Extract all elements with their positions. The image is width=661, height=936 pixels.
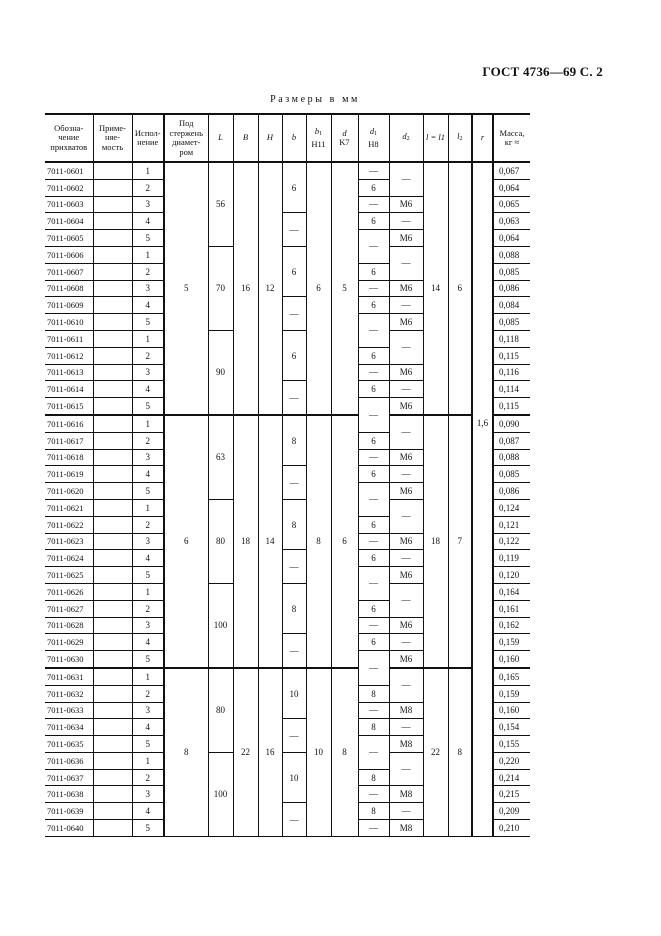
applicability-cell: [93, 820, 132, 837]
applicability-cell: [93, 280, 132, 297]
d2-cell: —: [389, 466, 423, 483]
designation-cell: 7011-0609: [45, 297, 93, 314]
d2-cell: —: [389, 668, 423, 702]
designation-cell: 7011-0603: [45, 196, 93, 213]
standard-designation: ГОСТ 4736—69 С. 2: [482, 64, 603, 79]
d1-cell: 6: [358, 432, 389, 449]
designation-cell: 7011-0613: [45, 364, 93, 381]
execution-cell: 4: [132, 550, 164, 567]
d1-cell: —: [358, 449, 389, 466]
B-cell: 16: [233, 162, 258, 415]
d-cell: 6: [331, 415, 358, 668]
execution-cell: 5: [132, 483, 164, 500]
l2-cell: 6: [448, 162, 472, 415]
applicability-cell: [93, 567, 132, 584]
L-cell: 90: [208, 330, 233, 414]
mass-cell: 0,162: [493, 617, 530, 634]
mass-cell: 0,161: [493, 600, 530, 617]
d1-cell: 6: [358, 347, 389, 364]
designation-cell: 7011-0607: [45, 263, 93, 280]
d1-cell: 8: [358, 685, 389, 702]
designation-cell: 7011-0602: [45, 179, 93, 196]
b-cell: —: [282, 550, 306, 584]
designation-cell: 7011-0621: [45, 499, 93, 516]
d2-cell: M6: [389, 280, 423, 297]
mass-cell: 0,115: [493, 347, 530, 364]
d2-cell: M6: [389, 196, 423, 213]
d2-cell: M6: [389, 567, 423, 584]
execution-cell: 2: [132, 432, 164, 449]
mass-cell: 0,116: [493, 364, 530, 381]
mass-cell: 0,085: [493, 314, 530, 331]
b-cell: —: [282, 297, 306, 331]
column-header: $l_2$: [448, 114, 472, 162]
b-cell: 6: [282, 330, 306, 380]
mass-cell: 0,159: [493, 685, 530, 702]
mass-cell: 0,155: [493, 736, 530, 753]
mass-cell: 0,215: [493, 786, 530, 803]
designation-cell: 7011-0634: [45, 719, 93, 736]
execution-cell: 4: [132, 803, 164, 820]
d1-cell: —: [358, 736, 389, 770]
d2-cell: —: [389, 719, 423, 736]
execution-cell: 3: [132, 280, 164, 297]
mass-cell: 0,115: [493, 398, 530, 415]
designation-cell: 7011-0633: [45, 702, 93, 719]
l2-cell: 7: [448, 415, 472, 668]
execution-cell: 3: [132, 364, 164, 381]
d2-cell: —: [389, 499, 423, 533]
b-cell: —: [282, 719, 306, 753]
d1-cell: —: [358, 162, 389, 179]
b-cell: 6: [282, 246, 306, 296]
applicability-cell: [93, 516, 132, 533]
d1-cell: —: [358, 567, 389, 601]
d2-cell: M8: [389, 820, 423, 837]
d-cell: 8: [331, 668, 358, 836]
mass-cell: 0,087: [493, 432, 530, 449]
mass-cell: 0,086: [493, 280, 530, 297]
d-cell: 5: [331, 162, 358, 415]
mass-cell: 0,165: [493, 668, 530, 685]
mass-cell: 0,088: [493, 246, 530, 263]
designation-cell: 7011-0622: [45, 516, 93, 533]
mass-cell: 0,121: [493, 516, 530, 533]
applicability-cell: [93, 213, 132, 230]
designation-cell: 7011-0610: [45, 314, 93, 331]
mass-cell: 0,120: [493, 567, 530, 584]
designation-cell: 7011-0636: [45, 752, 93, 769]
d1-cell: —: [358, 820, 389, 837]
d1-cell: —: [358, 786, 389, 803]
b1-cell: 8: [306, 415, 331, 668]
designation-cell: 7011-0635: [45, 736, 93, 753]
H-cell: 16: [258, 668, 282, 836]
execution-cell: 2: [132, 179, 164, 196]
d1-cell: —: [358, 617, 389, 634]
designation-cell: 7011-0623: [45, 533, 93, 550]
designation-cell: 7011-0615: [45, 398, 93, 415]
rod-diameter-cell: 6: [164, 415, 208, 668]
execution-cell: 5: [132, 567, 164, 584]
mass-cell: 0,210: [493, 820, 530, 837]
d1-cell: —: [358, 651, 389, 686]
column-header: B: [233, 114, 258, 162]
L-cell: 80: [208, 499, 233, 583]
d2-cell: M6: [389, 230, 423, 247]
applicability-cell: [93, 769, 132, 786]
execution-cell: 1: [132, 752, 164, 769]
d2-cell: M8: [389, 736, 423, 753]
execution-cell: 3: [132, 617, 164, 634]
d1-cell: —: [358, 364, 389, 381]
applicability-cell: [93, 668, 132, 685]
d1-cell: —: [358, 196, 389, 213]
d1-cell: 6: [358, 381, 389, 398]
designation-cell: 7011-0614: [45, 381, 93, 398]
applicability-cell: [93, 381, 132, 398]
d1-cell: 6: [358, 550, 389, 567]
d2-cell: —: [389, 246, 423, 280]
designation-cell: 7011-0611: [45, 330, 93, 347]
applicability-cell: [93, 483, 132, 500]
d2-cell: —: [389, 415, 423, 449]
mass-cell: 0,214: [493, 769, 530, 786]
designation-cell: 7011-0626: [45, 583, 93, 600]
d1-cell: 8: [358, 769, 389, 786]
mass-cell: 0,209: [493, 803, 530, 820]
execution-cell: 1: [132, 668, 164, 685]
designation-cell: 7011-0638: [45, 786, 93, 803]
applicability-cell: [93, 786, 132, 803]
d1-cell: —: [358, 483, 389, 517]
L-cell: 100: [208, 752, 233, 836]
execution-cell: 4: [132, 381, 164, 398]
column-header: d K7: [331, 114, 358, 162]
designation-cell: 7011-0604: [45, 213, 93, 230]
applicability-cell: [93, 752, 132, 769]
b-cell: 8: [282, 583, 306, 633]
b-cell: 8: [282, 415, 306, 466]
mass-cell: 0,154: [493, 719, 530, 736]
b1-cell: 6: [306, 162, 331, 415]
mass-cell: 0,064: [493, 230, 530, 247]
b-cell: —: [282, 803, 306, 837]
mass-cell: 0,063: [493, 213, 530, 230]
designation-cell: 7011-0625: [45, 567, 93, 584]
applicability-cell: [93, 651, 132, 668]
applicability-cell: [93, 162, 132, 179]
execution-cell: 3: [132, 449, 164, 466]
applicability-cell: [93, 263, 132, 280]
designation-cell: 7011-0630: [45, 651, 93, 668]
designation-cell: 7011-0624: [45, 550, 93, 567]
mass-cell: 0,086: [493, 483, 530, 500]
execution-cell: 3: [132, 702, 164, 719]
column-header: Обозна- чение прихватов: [45, 114, 93, 162]
table-row: [45, 668, 530, 685]
execution-cell: 1: [132, 499, 164, 516]
execution-cell: 5: [132, 230, 164, 247]
d2-cell: M8: [389, 702, 423, 719]
d1-cell: 6: [358, 179, 389, 196]
d2-cell: M6: [389, 617, 423, 634]
d1-cell: 8: [358, 803, 389, 820]
d1-cell: 8: [358, 719, 389, 736]
d2-cell: —: [389, 297, 423, 314]
d1-cell: —: [358, 702, 389, 719]
mass-cell: 0,119: [493, 550, 530, 567]
execution-cell: 4: [132, 466, 164, 483]
b-cell: —: [282, 213, 306, 247]
d1-cell: 6: [358, 213, 389, 230]
L-cell: 70: [208, 246, 233, 330]
execution-cell: 4: [132, 213, 164, 230]
B-cell: 22: [233, 668, 258, 836]
mass-cell: 0,160: [493, 651, 530, 668]
mass-cell: 0,084: [493, 297, 530, 314]
l-cell: 18: [423, 415, 448, 668]
designation-cell: 7011-0639: [45, 803, 93, 820]
execution-cell: 1: [132, 246, 164, 263]
L-cell: 56: [208, 162, 233, 246]
applicability-cell: [93, 449, 132, 466]
d1-cell: —: [358, 314, 389, 348]
table-header-row: [45, 114, 530, 162]
execution-cell: 5: [132, 736, 164, 753]
b-cell: —: [282, 634, 306, 668]
b-cell: 10: [282, 668, 306, 719]
designation-cell: 7011-0616: [45, 415, 93, 432]
H-cell: 12: [258, 162, 282, 415]
applicability-cell: [93, 196, 132, 213]
b-cell: 6: [282, 162, 306, 213]
designation-cell: 7011-0627: [45, 600, 93, 617]
designation-cell: 7011-0608: [45, 280, 93, 297]
L-cell: 80: [208, 668, 233, 752]
execution-cell: 4: [132, 634, 164, 651]
mass-cell: 0,067: [493, 162, 530, 179]
l-cell: 22: [423, 668, 448, 836]
execution-cell: 2: [132, 347, 164, 364]
b-cell: 10: [282, 752, 306, 802]
applicability-cell: [93, 466, 132, 483]
d2-cell: —: [389, 162, 423, 196]
mass-cell: 0,124: [493, 499, 530, 516]
applicability-cell: [93, 617, 132, 634]
mass-cell: 0,064: [493, 179, 530, 196]
d2-cell: —: [389, 803, 423, 820]
execution-cell: 2: [132, 600, 164, 617]
d2-cell: —: [389, 550, 423, 567]
execution-cell: 2: [132, 685, 164, 702]
d1-cell: 6: [358, 634, 389, 651]
r-cell: 1,6: [472, 162, 493, 836]
d2-cell: M6: [389, 364, 423, 381]
applicability-cell: [93, 364, 132, 381]
designation-cell: 7011-0605: [45, 230, 93, 247]
applicability-cell: [93, 314, 132, 331]
L-cell: 63: [208, 415, 233, 499]
designation-cell: 7011-0606: [45, 246, 93, 263]
designation-cell: 7011-0619: [45, 466, 93, 483]
mass-cell: 0,159: [493, 634, 530, 651]
designation-cell: 7011-0601: [45, 162, 93, 179]
execution-cell: 2: [132, 516, 164, 533]
d1-cell: 6: [358, 516, 389, 533]
column-header: r: [472, 114, 493, 162]
applicability-cell: [93, 398, 132, 415]
execution-cell: 1: [132, 583, 164, 600]
d1-cell: —: [358, 230, 389, 264]
d2-cell: —: [389, 752, 423, 786]
designation-cell: 7011-0618: [45, 449, 93, 466]
applicability-cell: [93, 600, 132, 617]
applicability-cell: [93, 297, 132, 314]
rod-diameter-cell: 8: [164, 668, 208, 836]
column-header: $d_1$ H8: [358, 114, 389, 162]
mass-cell: 0,160: [493, 702, 530, 719]
applicability-cell: [93, 719, 132, 736]
execution-cell: 3: [132, 786, 164, 803]
b-cell: —: [282, 466, 306, 500]
designation-cell: 7011-0612: [45, 347, 93, 364]
column-header: Масса, кг ≈: [493, 114, 530, 162]
designation-cell: 7011-0617: [45, 432, 93, 449]
d2-cell: M6: [389, 398, 423, 415]
applicability-cell: [93, 550, 132, 567]
mass-cell: 0,088: [493, 449, 530, 466]
b-cell: —: [282, 381, 306, 415]
designation-cell: 7011-0629: [45, 634, 93, 651]
applicability-cell: [93, 347, 132, 364]
d1-cell: —: [358, 280, 389, 297]
execution-cell: 3: [132, 196, 164, 213]
mass-cell: 0,085: [493, 263, 530, 280]
L-cell: 100: [208, 583, 233, 667]
applicability-cell: [93, 583, 132, 600]
applicability-cell: [93, 415, 132, 432]
b1-cell: 10: [306, 668, 331, 836]
applicability-cell: [93, 736, 132, 753]
column-header: H: [258, 114, 282, 162]
B-cell: 18: [233, 415, 258, 668]
d1-cell: 6: [358, 466, 389, 483]
d2-cell: —: [389, 634, 423, 651]
mass-cell: 0,114: [493, 381, 530, 398]
l-cell: 14: [423, 162, 448, 415]
mass-cell: 0,085: [493, 466, 530, 483]
b-cell: 8: [282, 499, 306, 549]
d2-cell: —: [389, 330, 423, 364]
table-row: [45, 162, 530, 179]
column-header: $b_1$ H11: [306, 114, 331, 162]
d2-cell: M6: [389, 314, 423, 331]
d2-cell: —: [389, 583, 423, 617]
execution-cell: 1: [132, 330, 164, 347]
execution-cell: 1: [132, 162, 164, 179]
d2-cell: M8: [389, 786, 423, 803]
l2-cell: 8: [448, 668, 472, 836]
mass-cell: 0,090: [493, 415, 530, 432]
d2-cell: —: [389, 213, 423, 230]
mass-cell: 0,122: [493, 533, 530, 550]
applicability-cell: [93, 230, 132, 247]
execution-cell: 5: [132, 314, 164, 331]
column-header: L: [208, 114, 233, 162]
mass-cell: 0,220: [493, 752, 530, 769]
d2-cell: —: [389, 381, 423, 398]
applicability-cell: [93, 702, 132, 719]
designation-cell: 7011-0620: [45, 483, 93, 500]
execution-cell: 5: [132, 820, 164, 837]
table-row: [45, 415, 530, 432]
applicability-cell: [93, 179, 132, 196]
designation-cell: 7011-0640: [45, 820, 93, 837]
column-header: b: [282, 114, 306, 162]
execution-cell: 4: [132, 719, 164, 736]
d2-cell: M6: [389, 533, 423, 550]
mass-cell: 0,065: [493, 196, 530, 213]
mass-cell: 0,118: [493, 330, 530, 347]
H-cell: 14: [258, 415, 282, 668]
rod-diameter-cell: 5: [164, 162, 208, 415]
units-caption: Размеры в мм: [270, 94, 360, 105]
applicability-cell: [93, 685, 132, 702]
applicability-cell: [93, 634, 132, 651]
designation-cell: 7011-0631: [45, 668, 93, 685]
column-header: l = l1: [423, 114, 448, 162]
applicability-cell: [93, 803, 132, 820]
execution-cell: 5: [132, 651, 164, 668]
designation-cell: 7011-0637: [45, 769, 93, 786]
column-header: Испол- нение: [132, 114, 164, 162]
d1-cell: —: [358, 398, 389, 433]
mass-cell: 0,164: [493, 583, 530, 600]
execution-cell: 1: [132, 415, 164, 432]
d2-cell: M6: [389, 651, 423, 668]
d1-cell: 6: [358, 263, 389, 280]
d1-cell: 6: [358, 297, 389, 314]
execution-cell: 5: [132, 398, 164, 415]
d2-cell: M6: [389, 449, 423, 466]
column-header: Приме- няе- мость: [93, 114, 132, 162]
execution-cell: 2: [132, 263, 164, 280]
d1-cell: 6: [358, 600, 389, 617]
applicability-cell: [93, 499, 132, 516]
designation-cell: 7011-0632: [45, 685, 93, 702]
applicability-cell: [93, 432, 132, 449]
d1-cell: —: [358, 533, 389, 550]
execution-cell: 2: [132, 769, 164, 786]
applicability-cell: [93, 533, 132, 550]
applicability-cell: [93, 246, 132, 263]
execution-cell: 4: [132, 297, 164, 314]
d2-cell: M6: [389, 483, 423, 500]
dimensions-table: [45, 113, 530, 837]
designation-cell: 7011-0628: [45, 617, 93, 634]
column-header: Под стержень диамет- ром: [164, 114, 208, 162]
execution-cell: 3: [132, 533, 164, 550]
applicability-cell: [93, 330, 132, 347]
column-header: $d_2$: [389, 114, 423, 162]
